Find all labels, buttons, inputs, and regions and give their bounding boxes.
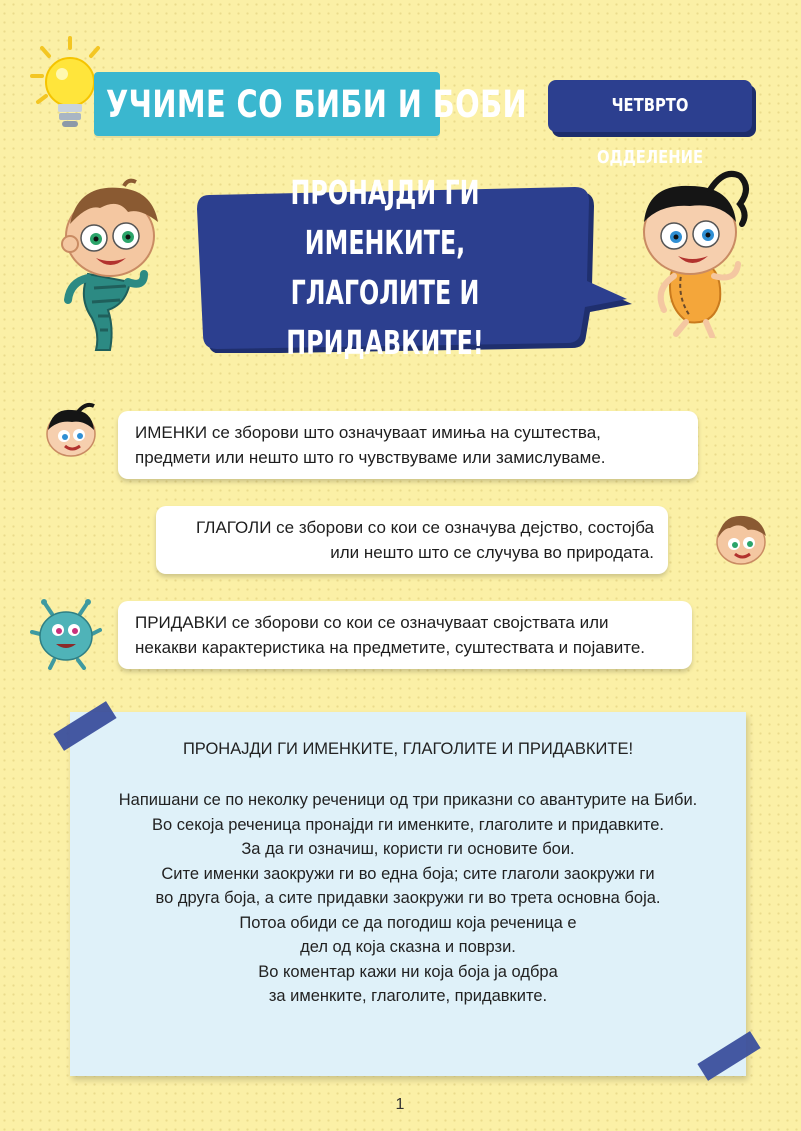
task-line: во друга боја, а сите придавки заокружи ги во трета основна боја. xyxy=(155,889,661,907)
adjectives-definition xyxy=(135,610,645,660)
adjectives-line-1: ПРИДАВКИ се зборови со кои се означуваат својствата или xyxy=(135,613,609,632)
task-heading: ПРОНАЈДИ ГИ ИМЕНКИТЕ, ГЛАГОЛИТЕ И ПРИДАВКИТЕ! xyxy=(182,740,634,758)
task-instructions xyxy=(70,788,746,1009)
task-line: Сите именки заокружи ги во една боја; сите глаголи заокружи ги xyxy=(161,864,655,883)
nouns-definition xyxy=(135,420,606,470)
task-line: За да ги означиш, користи ги основите бои. xyxy=(241,840,575,858)
adjectives-line-2: некакви карактеристика на предметите, суштествата и појавите. xyxy=(135,638,646,657)
verbs-line-1: ГЛАГОЛИ се зборови со кои се означува дејство, состојба xyxy=(196,518,654,537)
task-line: за именките, глаголите, придавките. xyxy=(268,987,548,1005)
page-title: УЧИМЕ СО БИБИ И БОБИ xyxy=(106,83,528,126)
task-line: дел од која сказна и поврзи. xyxy=(300,938,516,956)
page-number: 1 xyxy=(395,1096,405,1113)
task-line: Во секоја реченица пронајди ги именките, глаголите и придавките. xyxy=(152,815,664,834)
nouns-line-2: предмети или нешто што го чувствуваме или замислуваме. xyxy=(135,448,606,467)
boy-face-icon xyxy=(708,508,774,570)
grade-label: ЧЕТВРТО ОДДЕЛЕНИЕ xyxy=(596,95,704,168)
girl-face-icon xyxy=(38,400,104,462)
girl-character xyxy=(624,166,764,338)
verbs-line-2: или нешто што се случува во природата. xyxy=(330,543,654,562)
boy-character xyxy=(48,178,178,356)
verbs-definition xyxy=(170,515,654,565)
headline-line-2: ГЛАГОЛИТЕ И ПРИДАВКИТЕ! xyxy=(286,273,484,362)
nouns-line-1: ИМЕНКИ се зборови што означуваат имиња на суштества, xyxy=(135,423,601,442)
headline-line-1: ПРОНАЈДИ ГИ ИМЕНКИТЕ, xyxy=(290,173,480,262)
monster-icon xyxy=(30,598,102,670)
task-line: Потоа обиди се да погодиш која реченица е xyxy=(239,913,577,932)
task-line: Напишани се по неколку реченици од три приказни со авантурите на Биби. xyxy=(118,791,698,809)
headline xyxy=(252,173,518,362)
task-line: Во коментар кажи ни која боја ја одбра xyxy=(258,962,558,981)
